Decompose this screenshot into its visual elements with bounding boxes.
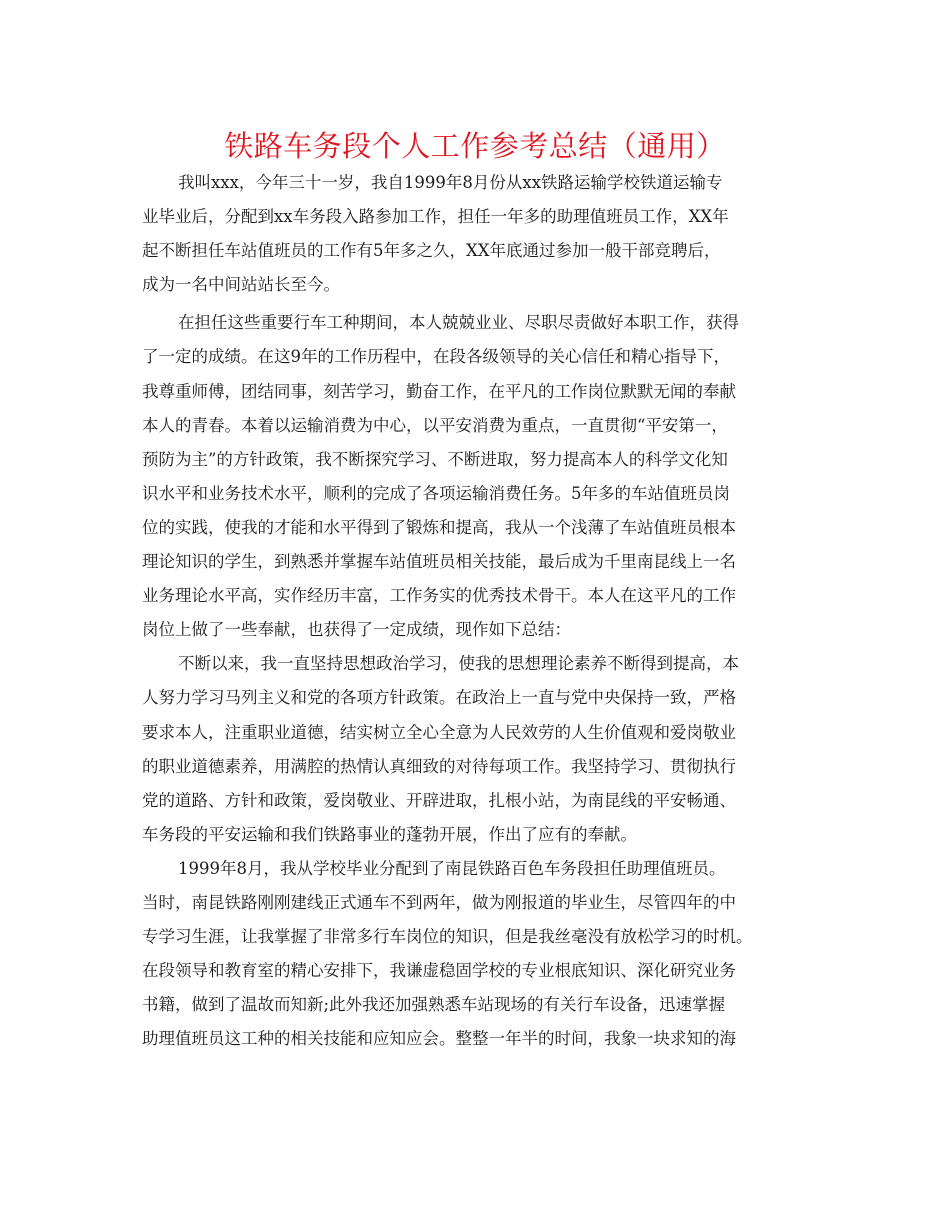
- text-line: 识水平和业务技术水平，顺利的完成了各项运输消费任务。5年多的车站值班员岗: [142, 483, 730, 503]
- text-line: 成为一名中间站站长至今。: [142, 275, 340, 295]
- text-line: 本人的青春。本着以运输消费为中心，以平安消费为重点，一直贯彻“平安第一，: [142, 415, 728, 435]
- document-title: 铁路车务段个人工作参考总结（通用）: [224, 129, 726, 163]
- text-line: 理论知识的学生，到熟悉并掌握车站值班员相关技能，最后成为千里南昆线上一名: [142, 552, 736, 572]
- document-body: [142, 166, 822, 1056]
- text-line: 助理值班员这工种的相关技能和应知应会。整整一年半的时间，我象一块求知的海: [142, 1029, 736, 1049]
- text-line: 要求本人，注重职业道德，结实树立全心全意为人民效劳的人生价值观和爱岗敬业: [142, 722, 736, 742]
- text-line: 我叫xxx，今年三十一岁，我自1999年8月份从xx铁路运输学校铁道运输专: [178, 173, 723, 192]
- text-line: 1999年8月，我从学校毕业分配到了南昆铁路百色车务段担任助理值班员。: [178, 858, 726, 878]
- text-line: 位的实践，使我的才能和水平得到了锻炼和提高，我从一个浅薄了车站值班员根本: [142, 517, 736, 537]
- text-line: 党的道路、方针和政策，爱岗敬业、开辟进取，扎根小站，为南昆线的平安畅通、: [142, 790, 736, 810]
- text-line: 预防为主”的方针政策，我不断探究学习、不断进取，努力提高本人的科学文化知: [142, 449, 728, 469]
- text-line: 岗位上做了一些奉献，也获得了一定成绩，现作如下总结：: [142, 620, 571, 640]
- text-line: 人努力学习马列主义和党的各项方针政策。在政治上一直与党中央保持一致，严格: [142, 688, 736, 708]
- text-line: 业务理论水平高，实作经历丰富，工作务实的优秀技术骨干。本人在这平凡的工作: [142, 586, 736, 606]
- text-line: 在段领导和教育室的精心安排下，我谦虚稳固学校的专业根底知识、深化研究业务: [142, 961, 736, 981]
- text-line: 了一定的成绩。在这9年的工作历程中，在段各级领导的关心信任和精心指导下，: [142, 347, 730, 367]
- text-line: 在担任这些重要行车工种期间，本人兢兢业业、尽职尽责做好本职工作，获得: [178, 313, 739, 333]
- text-line: 业毕业后，分配到xx车务段入路参加工作，担任一年多的助理值班员工作，XX年: [142, 207, 729, 227]
- text-line: 车务段的平安运输和我们铁路事业的蓬勃开展，作出了应有的奉献。: [142, 824, 637, 844]
- text-line: 我尊重师傅，团结同事，刻苦学习，勤奋工作，在平凡的工作岗位默默无闻的奉献: [142, 381, 736, 401]
- text-line: 书籍，做到了温故而知新;此外我还加强熟悉车站现场的有关行车设备，迅速掌握: [142, 995, 726, 1015]
- text-line: 不断以来，我一直坚持思想政治学习，使我的思想理论素养不断得到提高，本: [178, 654, 739, 674]
- text-line: 专学习生涯，让我掌握了非常多行车岗位的知识，但是我丝毫没有放松学习的时机。: [142, 927, 753, 947]
- text-line: 当时，南昆铁路刚刚建线正式通车不到两年，做为刚报道的毕业生，尽管四年的中: [142, 892, 736, 912]
- text-line: 的职业道德素养，用满腔的热情认真细致的对待每项工作。我坚持学习、贯彻执行: [142, 756, 736, 776]
- text-line: 起不断担任车站值班员的工作有5年多之久，XX年底通过参加一般干部竞聘后，: [142, 241, 721, 261]
